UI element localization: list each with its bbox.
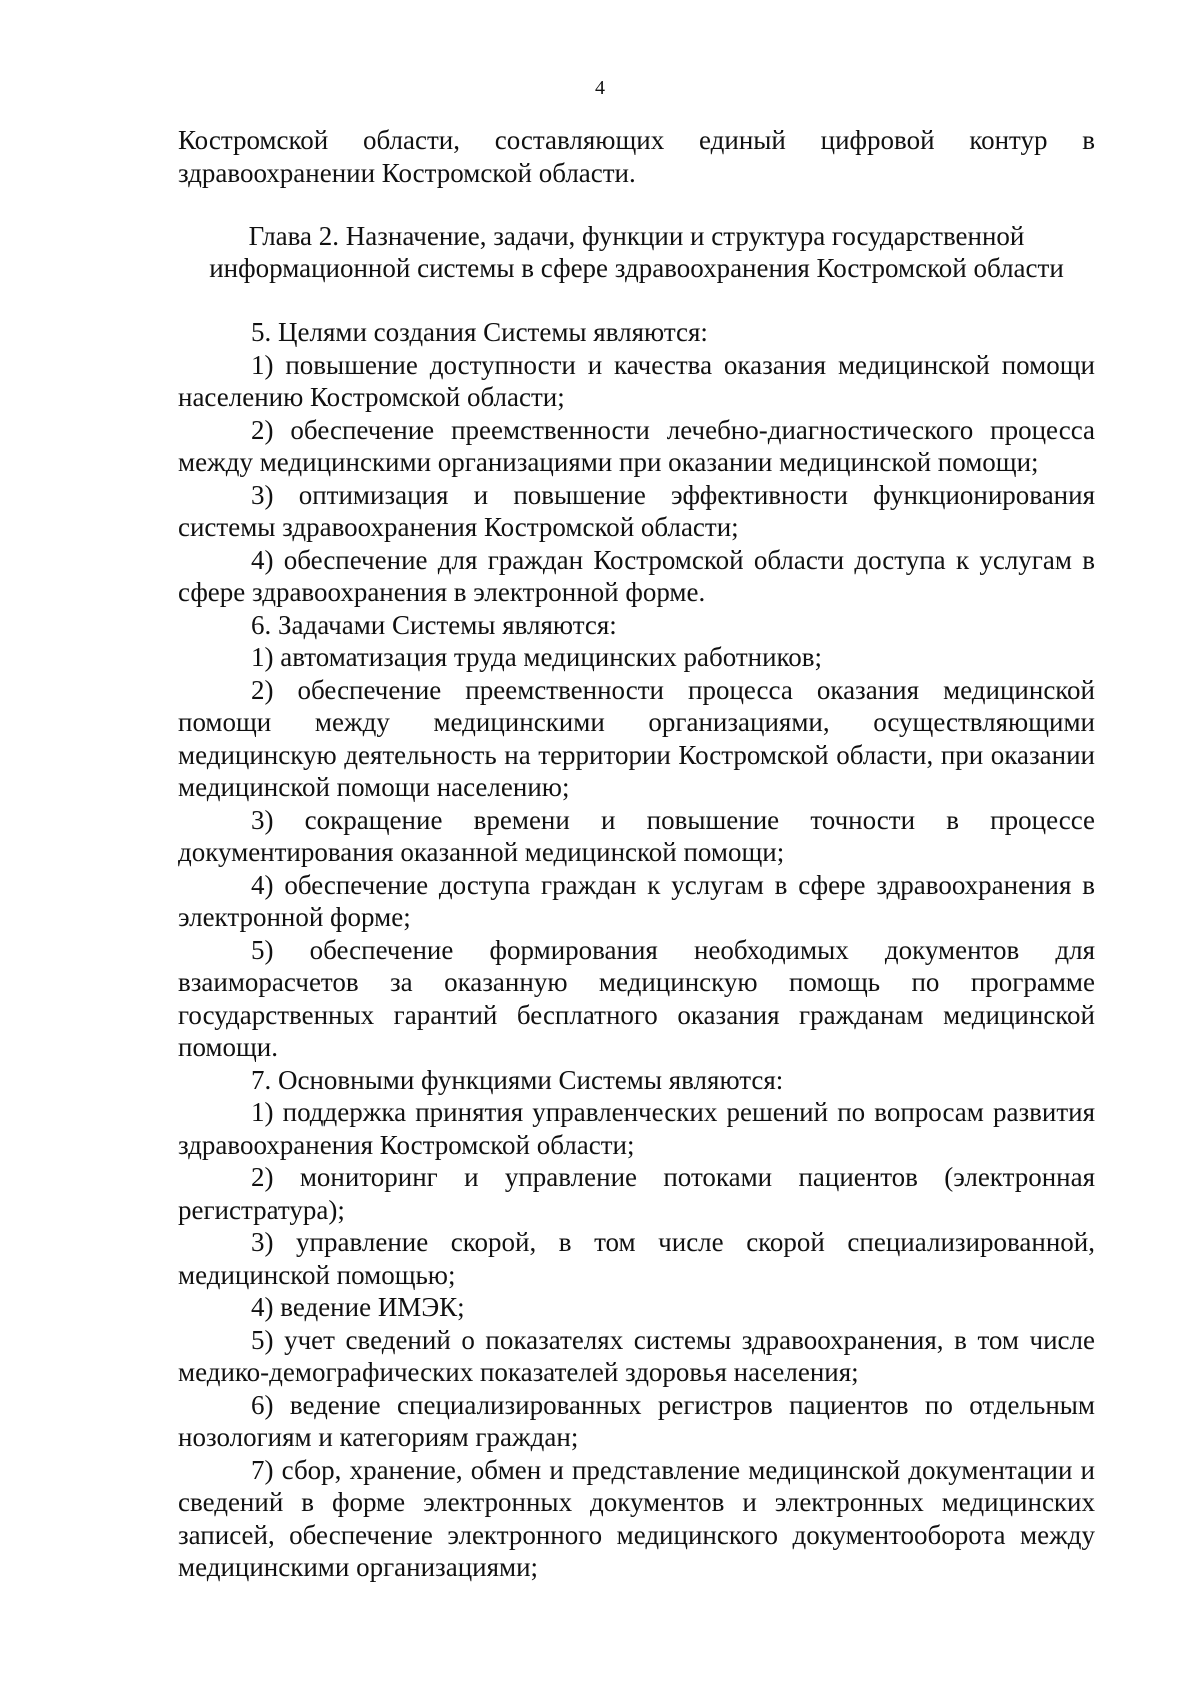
paragraph-task-3: 3) сокращение времени и повышение точности в процессе документирования оказанной медицинской помощи; (178, 804, 1095, 867)
paragraph-goal-2: 2) обеспечение преемственности лечебно-диагностического процесса между медицинскими организациями при оказании медицинской помощи; (178, 414, 1095, 477)
paragraph-goal-4: 4) обеспечение для граждан Костромской области доступа к услугам в сфере здравоохранения в электронной форме. (178, 544, 1095, 607)
paragraph-tasks-title: 6. Задачами Системы являются: (251, 609, 617, 640)
chapter-heading (178, 220, 1095, 284)
chapter-heading-line-2: информационной системы в сфере здравоохранения Костромской области (209, 253, 1064, 283)
paragraph-function-7: 7) сбор, хранение, обмен и представление медицинской документации и сведений в форме электронных документов и электронных медицинских записей, обеспечение электронного медицинского документооборота между медицинскими организациями; (178, 1454, 1095, 1582)
page-content (178, 124, 1095, 1584)
paragraph-goal-3: 3) оптимизация и повышение эффективности функционирования системы здравоохранения Костромской области; (178, 479, 1095, 542)
paragraph-task-1: 1) автоматизация труда медицинских работников; (251, 642, 823, 672)
paragraph-function-3: 3) управление скорой, в том числе скорой специализированной, медицинской помощью; (178, 1227, 1095, 1290)
paragraph-function-5: 5) учет сведений о показателях системы здравоохранения, в том числе медико-демографических показателей здоровья населения; (178, 1324, 1095, 1387)
paragraph-goals-title: 5. Целями создания Системы являются: (251, 317, 708, 347)
paragraph-function-2: 2) мониторинг и управление потоками пациентов (электронная регистратура); (178, 1162, 1095, 1225)
paragraph-task-5: 5) обеспечение формирования необходимых документов для взаиморасчетов за оказанную медицинскую помощь по программе государственных гарантий бесплатного оказания гражданам медицинской помощи. (178, 934, 1095, 1062)
paragraph-task-2: 2) обеспечение преемственности процесса оказания медицинской помощи между медицинскими организациями, осуществляющими медицинскую деятельность на территории Костромской области, при оказании медицинской помощи населению; (178, 674, 1095, 802)
page-number: 4 (595, 77, 605, 99)
paragraph-functions-title: 7. Основными функциями Системы являются: (251, 1064, 784, 1095)
paragraph-function-1: 1) поддержка принятия управленческих решений по вопросам развития здравоохранения Костромской области; (178, 1097, 1095, 1160)
intro-paragraph: Костромской области, составляющих единый цифровой контур в здравоохранении Костромской области. (178, 125, 1095, 188)
paragraph-function-4: 4) ведение ИМЭК; (251, 1292, 465, 1322)
paragraph-goal-1: 1) повышение доступности и качества оказания медицинской помощи населению Костромской области; (178, 349, 1095, 412)
paragraph-task-4: 4) обеспечение доступа граждан к услугам в сфере здравоохранения в электронной форме; (178, 869, 1095, 932)
paragraph-function-6: 6) ведение специализированных регистров пациентов по отдельным нозологиям и категориям граждан; (178, 1389, 1095, 1452)
chapter-heading-line-1: Глава 2. Назначение, задачи, функции и структура государственной (248, 221, 1025, 251)
